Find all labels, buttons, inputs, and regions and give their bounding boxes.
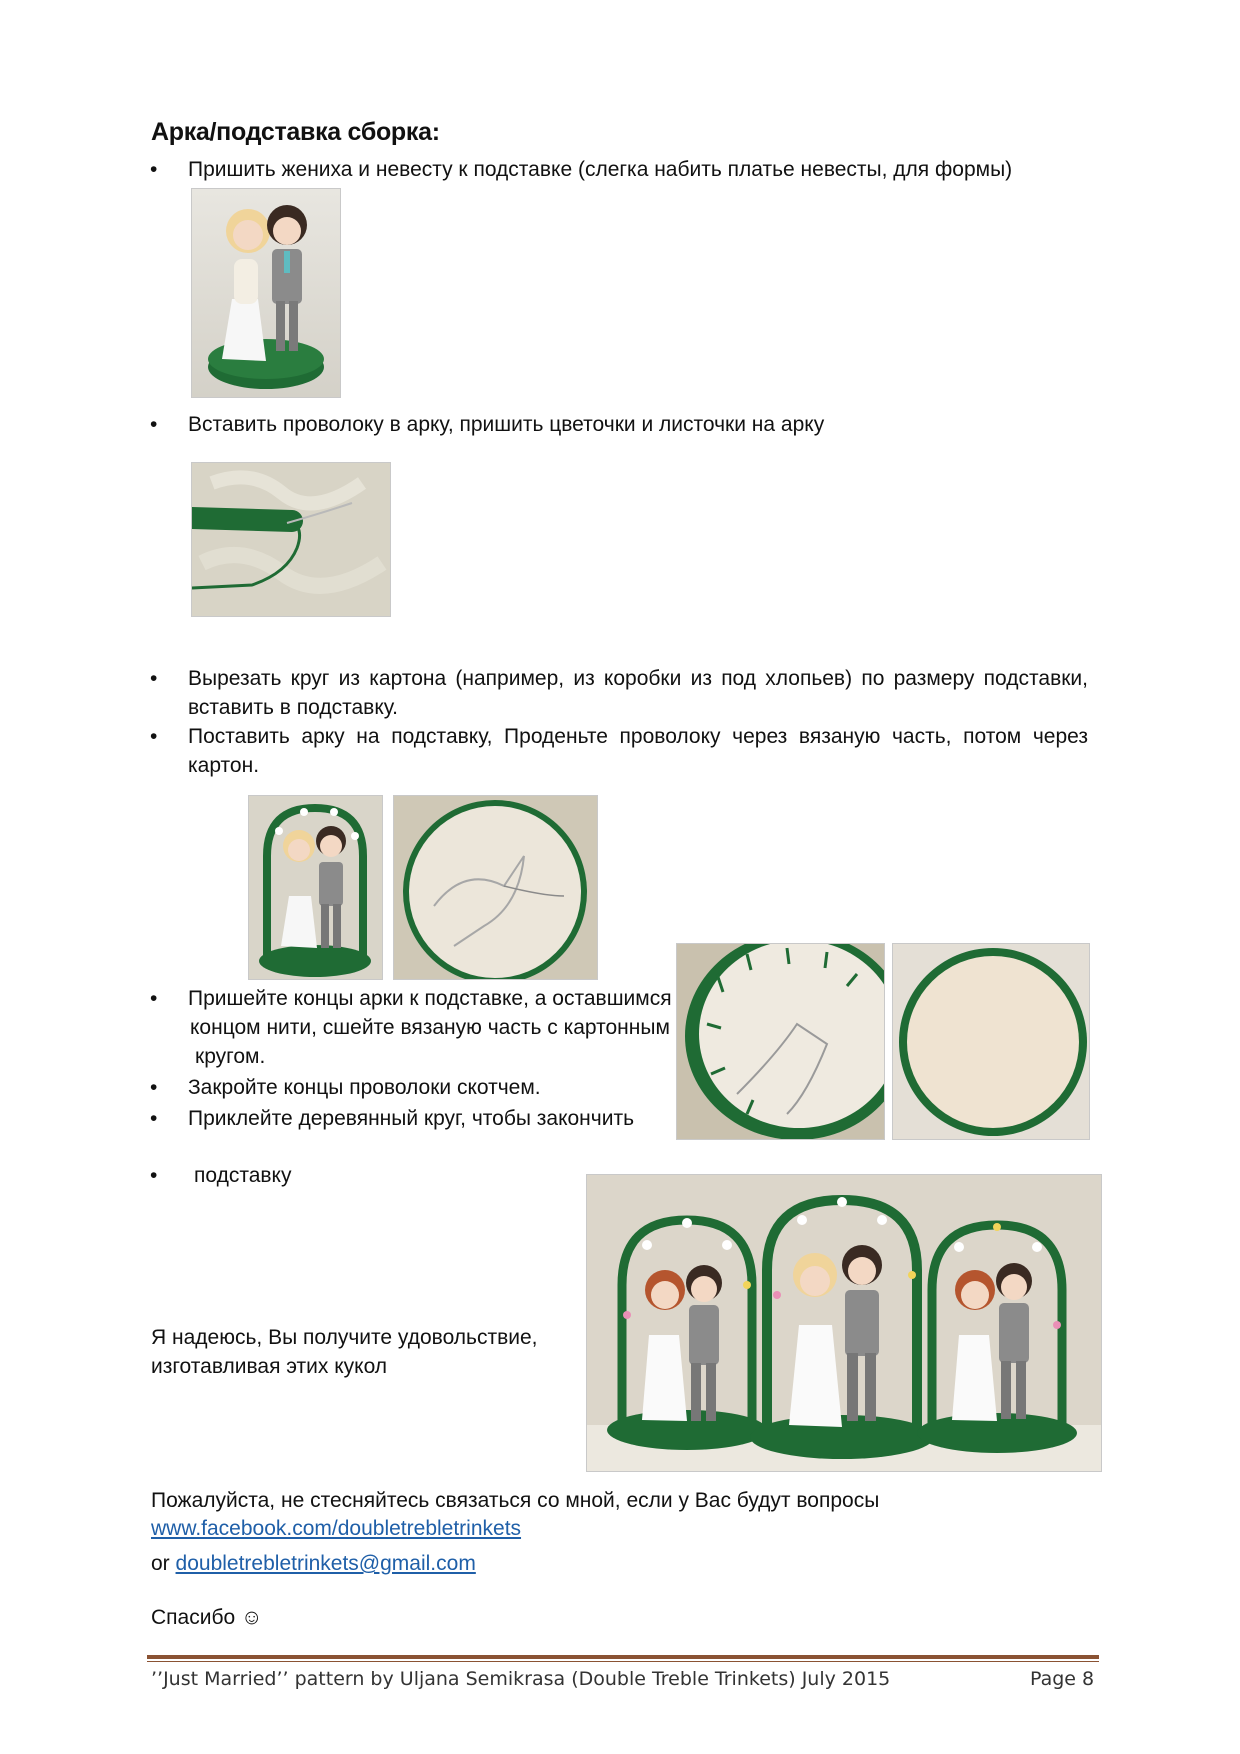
step-sew-dolls-to-stand: Пришить жениха и невесту к подставке (слегка набить платье невесты, для формы) [188,158,1013,181]
bullet-marker: • [150,1107,158,1130]
footer-page-number: Page 8 [1030,1668,1095,1690]
bullet-marker: • [150,413,158,436]
step-sew-arch-ends-line3: кругом. [195,1045,266,1068]
step-tape-wire-ends: Закройте концы проволоки скотчем. [188,1076,541,1099]
closing-hope-line2: изготавливая этих кукол [151,1355,388,1378]
step-glue-wooden-circle: Приклейте деревянный круг, чтобы закончить [188,1107,635,1130]
step-sew-arch-ends-line1: Пришейте концы арки к подставке, а оставшимся [188,987,672,1010]
bullet-marker: • [150,725,158,748]
facebook-link[interactable]: www.facebook.com/doubletrebletrinkets [151,1517,522,1540]
photo-arch-on-stand [248,795,383,980]
step-finish-stand: подставку [194,1164,292,1187]
email-link[interactable]: doubletrebletrinkets@gmail.com [175,1552,476,1575]
photo-couple-on-stand [191,188,341,398]
closing-hope-line1: Я надеюсь, Вы получите удовольствие, [151,1326,538,1349]
thanks-text: Спасибо ☺ [151,1606,263,1629]
photo-sewn-underside [676,943,885,1140]
bullet-marker: • [150,1076,158,1099]
photo-three-finished-couples [586,1174,1102,1472]
photo-wire-in-arch [191,462,391,617]
or-label: or [151,1552,170,1575]
bullet-marker: • [150,158,158,181]
section-heading: Арка/подставка сборка: [151,118,440,146]
step-sew-arch-ends-line2: концом нити, сшейте вязаную часть с картонным [190,1016,670,1039]
step-place-arch-on-stand: Поставить арку на подставку, Проденьте проволоку через вязаную часть, потом через картон. [188,725,1088,777]
step-cut-cardboard-circle: Вырезать круг из картона (например, из коробки из под хлопьев) по размеру подставки, вставить в подставку. [188,667,1088,719]
step-insert-wire-arch: Вставить проволоку в арку, пришить цветочки и листочки на арку [188,413,825,436]
photo-finished-underside [892,943,1090,1140]
email-line [151,1549,476,1578]
footer-credit: ’’Just Married’’ pattern by Uljana Semikrasa (Double Treble Trinkets) July 2015 [151,1668,891,1690]
footer-rule-thin [147,1661,1099,1662]
footer-rule-thick [147,1655,1099,1659]
bullet-marker: • [150,667,158,690]
photo-wire-through-cardboard [393,795,598,980]
contact-invitation: Пожалуйста, не стесняйтесь связаться со мной, если у Вас будут вопросы [151,1489,880,1512]
bullet-marker: • [150,987,158,1010]
bullet-marker: • [150,1164,158,1187]
